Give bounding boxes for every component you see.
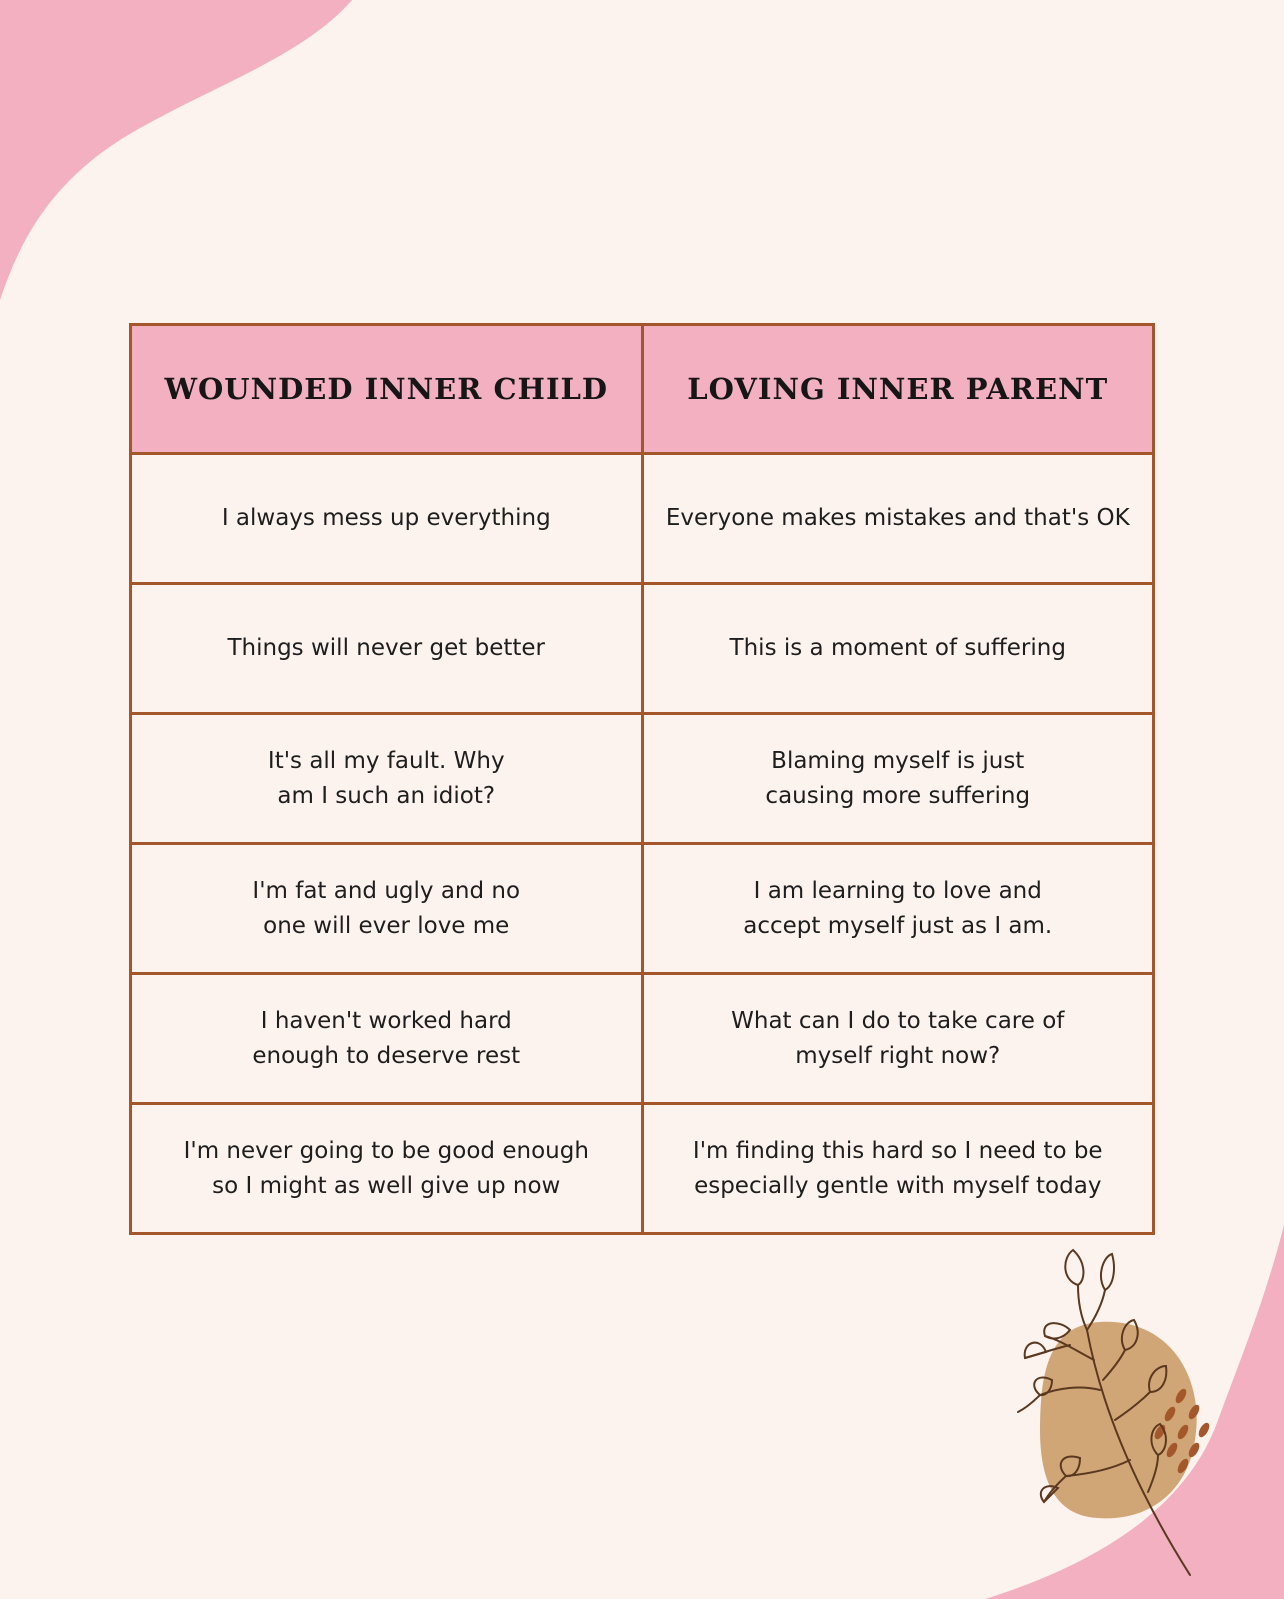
tan-blob-shape [1040,1322,1197,1519]
table-header-row [131,325,1154,454]
table-row [131,454,1154,584]
header-loving-inner-parent: LOVING INNER PARENT [642,325,1154,454]
loving-parent-response: What can I do to take care of myself right now? [642,974,1154,1104]
loving-parent-response: I am learning to love and accept myself just as I am. [642,844,1154,974]
wounded-child-statement: Things will never get better [131,584,643,714]
wounded-child-statement: I haven't worked hard enough to deserve rest [131,974,643,1104]
table-row [131,714,1154,844]
loving-parent-response: I'm finding this hard so I need to be especially gentle with myself today [642,1104,1154,1234]
wounded-child-statement: I always mess up everything [131,454,643,584]
header-wounded-inner-child: WOUNDED INNER CHILD [131,325,643,454]
inner-dialogue-table [129,323,1155,1235]
top-left-wave-shape [0,0,352,300]
loving-parent-response: This is a moment of suffering [642,584,1154,714]
loving-parent-response: Everyone makes mistakes and that's OK [642,454,1154,584]
wounded-child-statement: I'm fat and ugly and no one will ever love me [131,844,643,974]
table-row [131,1104,1154,1234]
table-row [131,844,1154,974]
table-row [131,584,1154,714]
table-row [131,974,1154,1104]
wounded-child-statement: I'm never going to be good enough so I might as well give up now [131,1104,643,1234]
loving-parent-response: Blaming myself is just causing more suffering [642,714,1154,844]
wounded-child-statement: It's all my fault. Why am I such an idiot? [131,714,643,844]
